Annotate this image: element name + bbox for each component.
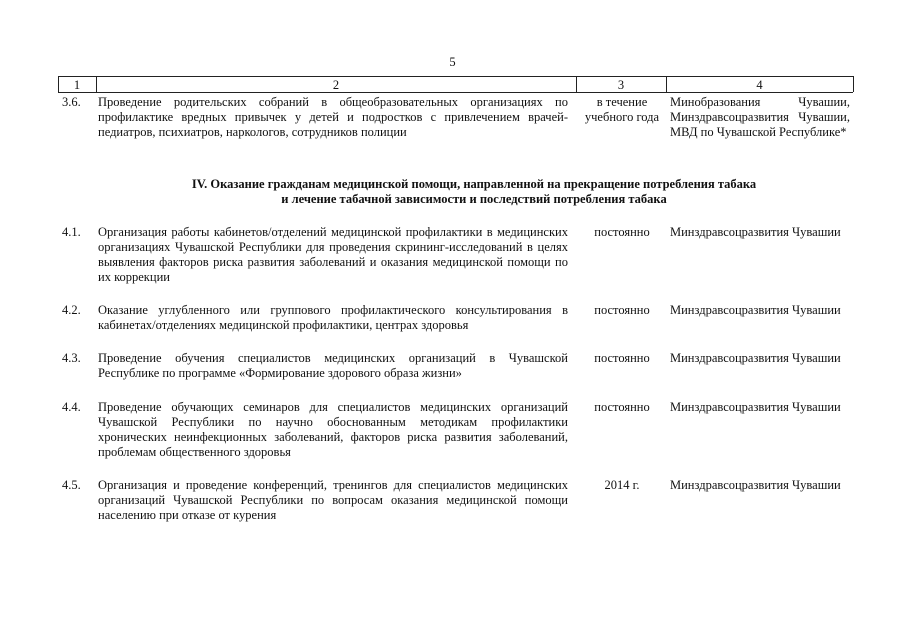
section-heading-line1: IV. Оказание гражданам медицинской помощи, направленной на прекращение потребления табака (191, 177, 757, 191)
row-responsible: Минздравсоцразвития Чувашии (670, 478, 841, 492)
header-top-rule (58, 76, 853, 77)
row-number: 4.2. (62, 303, 81, 317)
row-number: 4.1. (62, 225, 81, 239)
row-term: в течение учебного года (584, 95, 660, 124)
row-description: Оказание углубленного или группового профилактического консультирования в кабинетах/отделениях медицинской профилактики, центрах здоровья (98, 303, 568, 332)
row-responsible: Минздравсоцразвития Чувашии (670, 351, 841, 365)
page-number: 5 (449, 55, 456, 69)
row-description: Проведение родительских собраний в общеобразовательных организациях по профилактике вредных привычек у детей и подростков с привлечением врачей-педиатров, психиатров, наркологов, сотрудников полиции (98, 95, 568, 139)
row-term: постоянно (594, 303, 650, 317)
col-divider (853, 76, 854, 92)
row-number: 4.5. (62, 478, 81, 492)
column-number-1: 1 (73, 78, 81, 92)
row-number: 4.4. (62, 400, 81, 414)
section-heading-line2: и лечение табачной зависимости и последствий потребления табака (281, 192, 667, 206)
column-number-4: 4 (756, 78, 763, 92)
row-term: постоянно (594, 225, 650, 239)
row-number: 3.6. (62, 95, 81, 109)
row-responsible: Минздравсоцразвития Чувашии (670, 400, 841, 414)
column-number-3: 3 (617, 78, 625, 92)
row-responsible: Минздравсоцразвития Чувашии (670, 303, 841, 317)
row-description: Проведение обучения специалистов медицинских организаций в Чувашской Республике по программе «Формирование здорового образа жизни» (98, 351, 568, 380)
row-description: Организация работы кабинетов/отделений медицинской профилактики в медицинских организациях Чувашской Республики для проведения скрининг-исследований в целях выявления факторов риска развития заболеваний и оказания медицинской помощи по их коррекции (98, 225, 568, 284)
row-responsible: Минобразования Чувашии, Минздравсоцразвития Чувашии, МВД по Чувашской Республике* (670, 95, 850, 139)
column-number-2: 2 (332, 78, 340, 92)
row-term: постоянно (594, 400, 650, 414)
row-description: Организация и проведение конференций, тренингов для специалистов медицинских организаций Чувашской Республики по вопросам оказания медицинской помощи населению при отказе от курения (98, 478, 568, 522)
row-responsible: Минздравсоцразвития Чувашии (670, 225, 841, 239)
row-description: Проведение обучающих семинаров для специалистов медицинских организаций Чувашской Республики по научно обоснованным методикам профилактики хронических неинфекционных заболеваний, факторов риска развития заболеваний, проблемам общественного здоровья (98, 400, 568, 459)
row-term: постоянно (594, 351, 650, 365)
row-number: 4.3. (62, 351, 81, 365)
section-heading (98, 177, 850, 207)
row-term: 2014 г. (604, 478, 640, 492)
